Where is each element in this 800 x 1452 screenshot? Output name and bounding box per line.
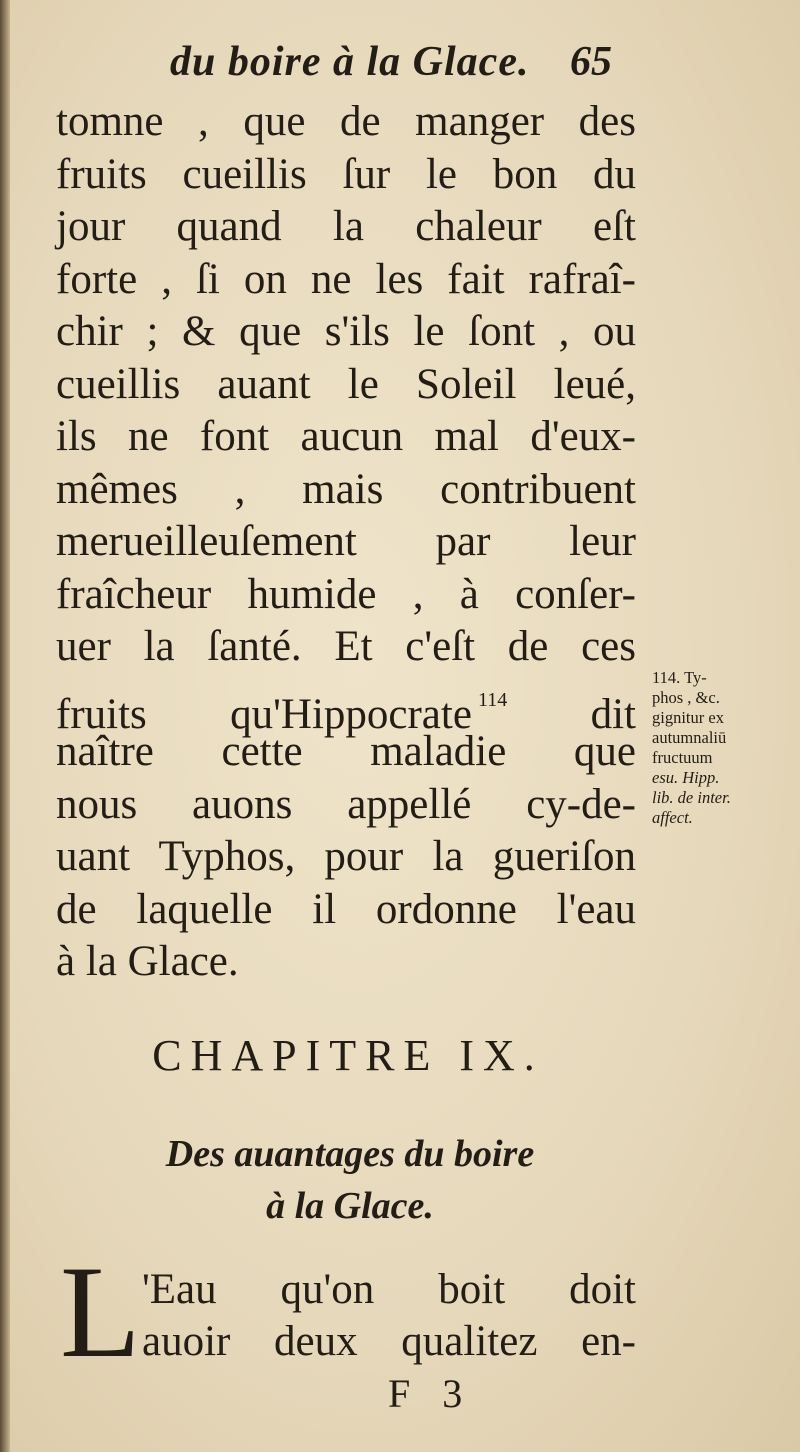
text-segment: dit <box>590 690 636 738</box>
page-gutter-edge <box>0 0 10 1452</box>
text-line: uer la ſanté. Et c'eſt de ces <box>56 623 636 670</box>
text-line: 'Eau qu'on boit doit <box>142 1266 636 1313</box>
text-line: naître cette maladie que <box>56 728 636 775</box>
margin-note-line: phos , &c. <box>652 688 720 707</box>
chapter-subtitle <box>110 1128 590 1232</box>
text-line-with-footnote <box>56 674 636 738</box>
subtitle-line: Des auantages du boire <box>165 1133 535 1175</box>
margin-note-line: autumnaliū <box>652 728 727 747</box>
subtitle-line: à la Glace. <box>266 1185 434 1227</box>
page-number: 65 <box>570 39 612 85</box>
margin-note-line: fructuum <box>652 748 713 767</box>
text-line: de laquelle il ordonne l'eau <box>56 885 636 933</box>
text-line: nous auons appellé cy-de- <box>56 780 636 828</box>
body-text <box>56 96 636 989</box>
text-line: jour quand la chaleur eſt <box>56 203 636 250</box>
text-line: tomne , que de manger des <box>56 98 636 145</box>
text-line: ils ne font aucun mal d'eux- <box>56 413 636 460</box>
margin-note-line: gignitur ex <box>652 708 724 727</box>
text-line: chir ; & que s'ils le ſont , ou <box>56 308 636 355</box>
chapter-opening-text <box>142 1264 636 1368</box>
text-line: fruits cueillis ſur le bon du <box>56 150 636 198</box>
margin-note-line: affect. <box>652 808 693 827</box>
drop-cap: L <box>60 1238 141 1385</box>
footnote-reference: 114 <box>477 688 508 711</box>
signature-mark: F 3 <box>388 1371 463 1416</box>
margin-note-line: lib. de inter. <box>652 788 731 807</box>
text-segment: fruits qu'Hippocrate <box>56 690 472 738</box>
margin-note-line: esu. Hipp. <box>652 768 720 787</box>
text-line: mêmes , mais contribuent <box>56 465 636 513</box>
text-line: cueillis auant le Soleil leué, <box>56 360 636 408</box>
text-line: auoir deux qualitez en- <box>142 1318 636 1365</box>
text-line: forte , ſi on ne les fait rafraî- <box>56 255 636 303</box>
running-title: du boire à la Glace. <box>170 39 530 85</box>
text-line: fraîcheur humide , à conſer- <box>56 570 636 618</box>
chapter-heading: CHAPITRE IX. <box>152 1031 544 1080</box>
text-line: merueilleuſement par leur <box>56 518 636 565</box>
text-line: à la Glace. <box>56 938 239 985</box>
margin-note-line: 114. Ty- <box>652 668 707 687</box>
text-line: uant Typhos, pour la gueriſon <box>56 833 636 880</box>
margin-note <box>652 668 792 828</box>
page-header <box>170 38 650 98</box>
